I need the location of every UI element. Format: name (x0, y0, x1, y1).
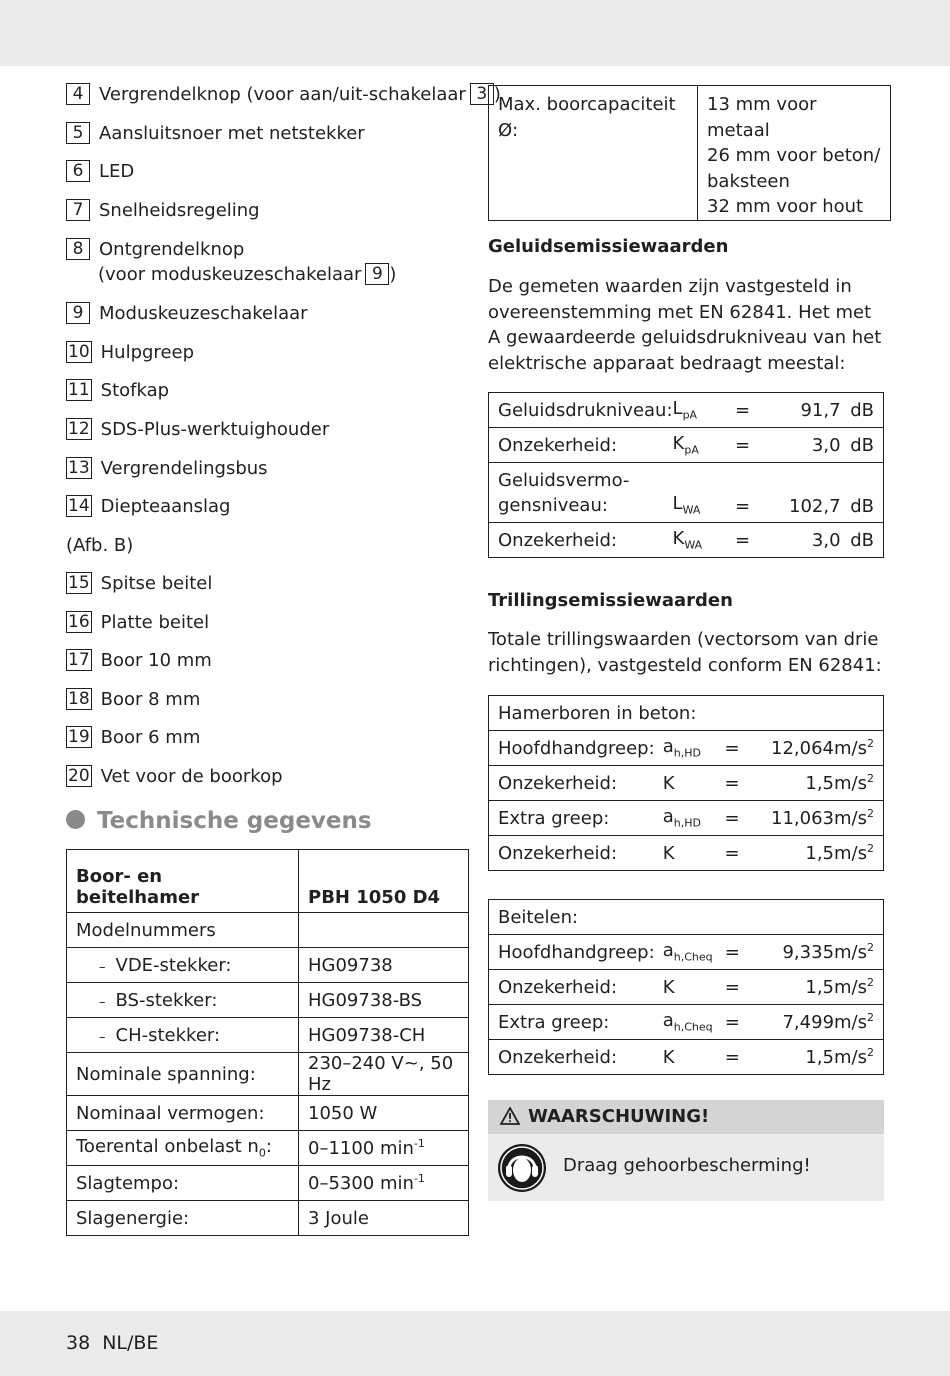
row-label: Onzekerheid: (489, 970, 663, 1005)
row-label: Onzekerheid: (489, 428, 673, 463)
row-unit: $m/s^2$ (834, 1005, 883, 1040)
spec-header-row (67, 850, 469, 913)
part-label: Spitse beitel (100, 573, 213, 594)
dash: – (99, 994, 106, 1010)
warning-triangle-icon (500, 1107, 520, 1125)
spec-value: 1050 W (299, 1096, 469, 1131)
list-item (66, 82, 501, 107)
capacity-line: 13 mm voor metaal (707, 94, 817, 141)
row-value: 1,5 (747, 1040, 834, 1075)
part-label: LED (99, 161, 135, 182)
vibration-heading: Trillingsemissiewaarden (488, 590, 733, 611)
spec-header-right: PBH 1050 D4 (299, 850, 469, 913)
table-row (489, 970, 884, 1005)
row-value: 7,499 (747, 1005, 834, 1040)
part-label: Platte beitel (100, 612, 210, 633)
table-row (489, 393, 884, 428)
row-equals: = (723, 463, 763, 523)
part-ref-suffix: ) (389, 264, 397, 285)
row-unit: $m/s^2$ (834, 836, 883, 871)
part-number: 20 (68, 766, 90, 786)
row-symbol: $K_{pA}$ (673, 428, 723, 463)
spec-value: HG09738-CH (299, 1018, 469, 1053)
row-label: Onzekerheid: (489, 1040, 663, 1075)
row-equals: = (723, 523, 763, 558)
list-item (66, 687, 200, 712)
spec-key: – BS-stekker: (67, 983, 299, 1018)
capacity-line: 32 mm voor hout (707, 196, 864, 217)
table-row (489, 523, 884, 558)
row-label: Onzekerheid: (489, 766, 663, 801)
list-item (66, 417, 329, 442)
row-value: 3,0 (763, 523, 841, 558)
spec-key: Toerental onbelast $n_0$: (67, 1131, 299, 1166)
row-symbol: $a_{h,Cheq}$ (663, 935, 718, 970)
part-label: SDS-Plus-werktuighouder (100, 419, 330, 440)
row-symbol: K (663, 970, 718, 1005)
capacity-line: 26 mm voor beton/ (707, 145, 881, 166)
vibration-text: Totale trillingswaarden (vectorsom van drie richtingen), vastgesteld conform EN 62841: (488, 629, 882, 676)
table-row (489, 836, 884, 871)
spec-value: 0–5300 $\min^{-1}$ (299, 1166, 469, 1201)
bullet-dot-icon (66, 810, 85, 829)
spec-value: 0–1100 $\min^{-1}$ (299, 1131, 469, 1166)
list-item (66, 301, 308, 326)
footer (66, 1332, 170, 1354)
part-number: 4 (66, 83, 90, 105)
part-number: 11 (68, 380, 90, 400)
row-value: 9,335 (747, 935, 834, 970)
row-symbol: $a_{h,HD}$ (663, 731, 717, 766)
row-value: 102,7 (763, 463, 841, 523)
part-number: 14 (68, 496, 90, 516)
part-number: 7 (66, 199, 90, 221)
warning-box (488, 1100, 884, 1201)
list-item (66, 121, 365, 146)
row-unit: $m/s^2$ (834, 970, 883, 1005)
row-label: Extra greep: (489, 1005, 663, 1040)
row-symbol: $L_{pA}$ (673, 393, 723, 428)
part-label: Ontgrendelknop (99, 239, 245, 260)
part-number: 19 (68, 727, 90, 747)
capacity-table (488, 85, 891, 221)
part-number: 15 (68, 573, 90, 593)
row-symbol: K (663, 836, 717, 871)
dash: – (99, 1029, 106, 1045)
part-number: 6 (66, 160, 90, 182)
row-label: Onzekerheid: (489, 836, 663, 871)
row-value: 91,7 (763, 393, 841, 428)
table-row (67, 948, 469, 983)
part-label: Boor 8 mm (100, 689, 201, 710)
spec-value: 3 Joule (299, 1201, 469, 1236)
part-label: Diepteaanslag (100, 496, 231, 517)
row-unit: $m/s^2$ (834, 766, 883, 801)
part-number: 9 (66, 302, 90, 324)
part-ref-suffix: ) (493, 84, 501, 105)
row-equals: = (717, 731, 747, 766)
noise-table (488, 392, 884, 558)
part-label: Stofkap (100, 380, 170, 401)
row-unit: $m/s^2$ (834, 1040, 883, 1075)
part-ref-number: 9 (365, 263, 389, 285)
table-row (489, 463, 884, 523)
part-label: Vet voor de boorkop (100, 766, 283, 787)
capacity-values (698, 86, 891, 221)
list-item (66, 237, 396, 287)
part-number: 18 (68, 689, 90, 709)
row-label: Geluidsvermo- gensniveau: (489, 463, 673, 523)
row-label: Hoofdhandgreep: (489, 731, 663, 766)
figure-ref: (Afb. B) (66, 535, 134, 556)
part-label: Hulpgreep (100, 342, 195, 363)
section-title: Technische gegevens (66, 808, 372, 834)
part-label-line2: (voor moduskeuzeschakelaar (98, 264, 362, 285)
spec-key: Slagtempo: (67, 1166, 299, 1201)
part-label: Snelheidsregeling (99, 200, 260, 221)
row-symbol: $L_{WA}$ (673, 463, 723, 523)
table-row (67, 1096, 469, 1131)
row-equals: = (723, 428, 763, 463)
spec-key: Nominale spanning: (67, 1053, 299, 1096)
row-equals: = (718, 935, 748, 970)
spec-key: – CH-stekker: (67, 1018, 299, 1053)
part-label: Moduskeuzeschakelaar (99, 303, 308, 324)
part-label: Aansluitsnoer met netstekker (99, 123, 365, 144)
header-band (0, 0, 950, 66)
table-title-row (489, 900, 884, 935)
list-item (66, 533, 133, 558)
table-row (489, 428, 884, 463)
part-label: Vergrendelknop (voor aan/uit-schakelaar (99, 84, 466, 105)
row-unit: $m/s^2$ (834, 801, 883, 836)
spec-value: 230–240 V~, 50 Hz (299, 1053, 469, 1096)
capacity-line: baksteen (707, 170, 790, 192)
list-item (66, 571, 212, 596)
table-row (489, 935, 884, 970)
row-symbol: K (663, 1040, 718, 1075)
table-row (489, 1040, 884, 1075)
spec-value: HG09738-BS (299, 983, 469, 1018)
spec-table (66, 849, 469, 1236)
row-value: 11,063 (747, 801, 834, 836)
vibration-table-drilling (488, 695, 884, 871)
part-number: 5 (66, 122, 90, 144)
part-number: 10 (68, 342, 90, 362)
table-row (489, 801, 884, 836)
spec-key: – VDE-stekker: (67, 948, 299, 983)
row-symbol: $K_{WA}$ (673, 523, 723, 558)
row-label: Geluidsdrukniveau: (489, 393, 673, 428)
vibration-table-chiseling (488, 899, 884, 1075)
row-unit: dB (841, 523, 884, 558)
noise-heading: Geluidsemissiewaarden (488, 236, 729, 257)
row-unit: $m/s^2$ (834, 731, 883, 766)
part-number: 13 (68, 458, 90, 478)
table-row (67, 913, 469, 948)
table-row (67, 1053, 469, 1096)
part-number: 17 (68, 650, 90, 670)
part-label: Boor 6 mm (100, 727, 201, 748)
spec-value: HG09738 (299, 948, 469, 983)
table-title-row (489, 696, 884, 731)
capacity-label: Max. boorcapaciteit Ø: (489, 86, 698, 221)
row-value: 1,5 (747, 836, 834, 871)
row-equals: = (718, 1005, 748, 1040)
warning-text: Draag gehoorbescherming! (563, 1155, 811, 1176)
row-value: 3,0 (763, 428, 841, 463)
list-item (66, 764, 283, 789)
row-label: Extra greep: (489, 801, 663, 836)
row-value: 1,5 (747, 766, 834, 801)
row-symbol: K (663, 766, 717, 801)
row-equals: = (723, 393, 763, 428)
table-row (489, 766, 884, 801)
list-item (66, 648, 212, 673)
row-unit: dB (841, 428, 884, 463)
row-label: Onzekerheid: (489, 523, 673, 558)
part-number: 12 (68, 419, 90, 439)
page-number: 38 (66, 1332, 91, 1354)
row-unit: dB (841, 463, 884, 523)
list-item (66, 494, 230, 519)
list-item (66, 725, 200, 750)
part-number: 8 (66, 238, 90, 260)
row-label: Hoofdhandgreep: (489, 935, 663, 970)
table-title: Hamerboren in beton: (489, 696, 884, 731)
row-equals: = (717, 836, 747, 871)
row-equals: = (718, 1040, 748, 1075)
row-symbol: $a_{h,Cheq}$ (663, 1005, 718, 1040)
table-row (489, 731, 884, 766)
warning-header: WAARSCHUWING! (488, 1100, 884, 1134)
spec-value (299, 913, 469, 948)
row-equals: = (717, 766, 747, 801)
list-item (66, 378, 169, 403)
part-ref-number: 3 (470, 83, 494, 105)
row-equals: = (717, 801, 747, 836)
table-row (67, 1018, 469, 1053)
ear-protection-icon (497, 1143, 547, 1193)
row-value: 12,064 (747, 731, 834, 766)
table-row (67, 1166, 469, 1201)
spec-key: Nominaal vermogen: (67, 1096, 299, 1131)
spec-header-left: Boor- en beitelhamer (67, 850, 299, 913)
table-title: Beitelen: (489, 900, 884, 935)
list-item (66, 610, 209, 635)
list-item (66, 159, 134, 184)
row-equals: = (718, 970, 748, 1005)
table-row (489, 1005, 884, 1040)
list-item (66, 198, 260, 223)
row-unit: dB (841, 393, 884, 428)
spec-key: Slagenergie: (67, 1201, 299, 1236)
spec-key: Modelnummers (67, 913, 299, 948)
noise-text: De gemeten waarden zijn vastgesteld in overeenstemming met EN 62841. Het met A gewaardeerde geluidsdrukniveau van het elektrische apparaat bedraagt meestal: (488, 276, 882, 374)
row-symbol: $a_{h,HD}$ (663, 801, 717, 836)
part-label: Vergrendelingsbus (100, 458, 268, 479)
list-item (66, 456, 268, 481)
dash: – (99, 959, 106, 975)
table-row (67, 983, 469, 1018)
list-item (66, 340, 194, 365)
row-unit: $m/s^2$ (834, 935, 883, 970)
row-value: 1,5 (747, 970, 834, 1005)
table-row (67, 1131, 469, 1166)
part-label: Boor 10 mm (100, 650, 212, 671)
part-number: 16 (68, 612, 90, 632)
language-code: NL/BE (102, 1332, 159, 1354)
table-row (67, 1201, 469, 1236)
